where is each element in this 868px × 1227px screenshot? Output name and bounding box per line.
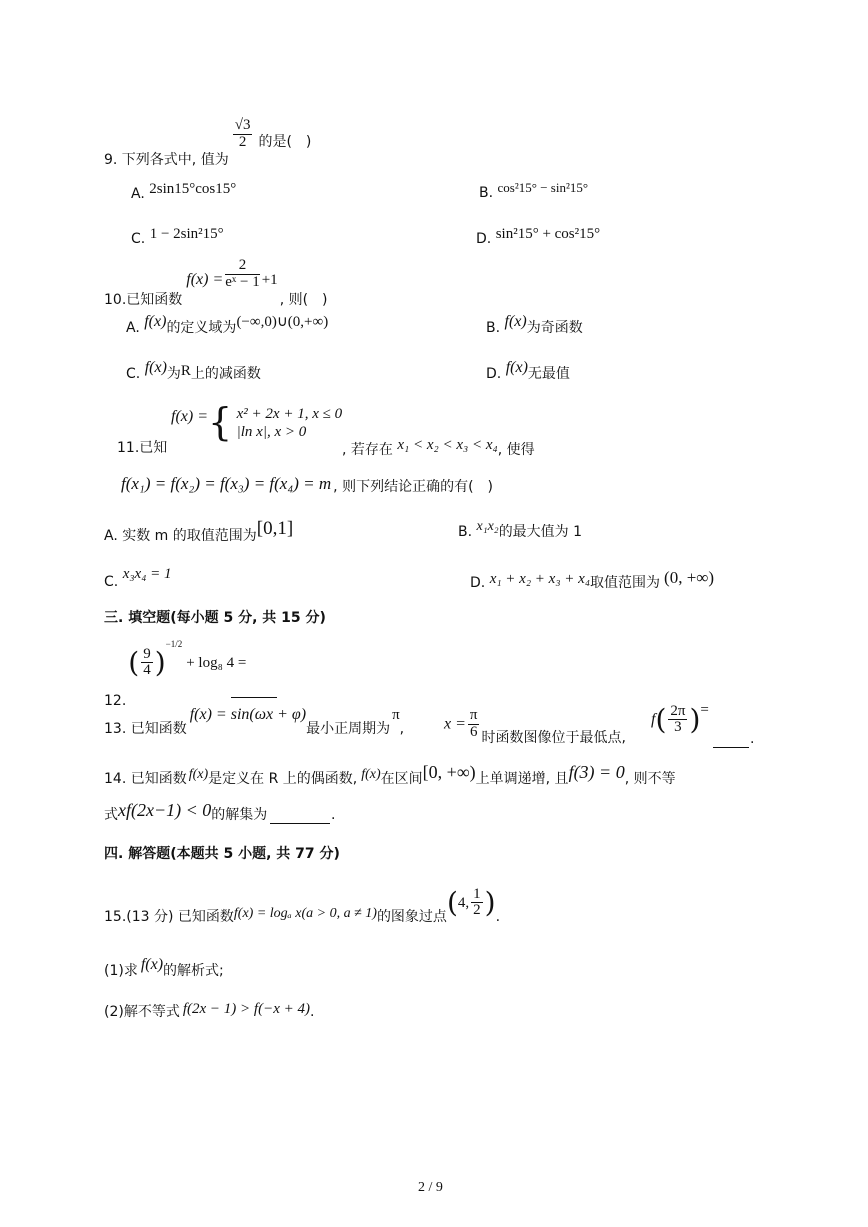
q10-option-a-label: A. xyxy=(126,320,140,336)
q11-func-lhs: f(x) = xyxy=(171,407,208,425)
q15-paren-close: ) xyxy=(484,886,496,919)
q9-option-d xyxy=(476,225,601,247)
q11-option-a-set: [0,1] xyxy=(256,518,294,539)
q10-fraction xyxy=(225,258,259,291)
q10-option-d-text: 无最值 xyxy=(527,366,570,382)
q15-sub2 xyxy=(104,1000,314,1018)
q11-option-d-text: 取值范围为 xyxy=(590,575,661,591)
q10-option-b-expr: f(x) xyxy=(504,313,527,330)
q15-func: f(x) = logₐ x(a > 0, a ≠ 1) xyxy=(233,905,377,921)
q10-option-a-text: 的定义域为 xyxy=(166,320,237,336)
q13-eq: = xyxy=(700,701,709,718)
q15-stem xyxy=(104,885,501,925)
section-3-heading: 三. 填空题(每小题 5 分, 共 15 分) xyxy=(104,610,326,626)
q11-option-c-label: C. xyxy=(104,574,119,590)
q11-option-a xyxy=(104,518,294,544)
q13-x-denominator: 6 xyxy=(469,723,478,740)
q12-answer-blank[interactable] xyxy=(231,680,277,698)
q15-end: . xyxy=(495,908,501,925)
q14-line2-end: . xyxy=(331,807,336,823)
q12 xyxy=(104,639,247,709)
q10-option-d xyxy=(486,358,570,382)
q15-sub1-a: (1)求 xyxy=(104,963,138,979)
q12-paren-close: ) xyxy=(154,646,166,679)
q10-option-b xyxy=(486,312,583,336)
q14-line1-e: , 则不等 xyxy=(624,771,676,787)
q14-line2-a: 式 xyxy=(104,807,118,823)
q9-option-b-expr: cos²15° − sin²15° xyxy=(497,180,589,195)
q13-f-value xyxy=(651,703,709,737)
q13-x-eq: x = xyxy=(444,715,466,733)
q12-base-denominator: 4 xyxy=(143,662,151,679)
q15-stem-b: 的图象过点 xyxy=(376,908,447,925)
q11-piecewise xyxy=(171,400,342,446)
q12-base-numerator: 9 xyxy=(143,645,151,662)
q13-x-fraction xyxy=(468,708,480,741)
q15-stem-a: 15.(13 分) 已知函数 xyxy=(104,908,234,925)
q12-tail: + log₈ 4 = xyxy=(186,654,247,671)
q14-line1-a: 14. 已知函数 xyxy=(104,771,187,787)
q11-stem-a: 11.已知 xyxy=(117,440,168,456)
q10-option-c-label: C. xyxy=(126,366,141,382)
q10-option-c xyxy=(126,358,261,382)
q13-stem-c: 时函数图像位于最低点, xyxy=(481,730,626,747)
q13-comma: , xyxy=(399,721,405,737)
q11-stem-c: , 使得 xyxy=(497,442,535,458)
q14-fx: f(x) xyxy=(188,767,209,782)
q11-option-c-expr: x₃x₄ = 1 xyxy=(122,566,172,582)
q11-option-d-expr: x₁ + x₂ + x₃ + x₄ xyxy=(489,571,591,587)
q9-option-a-label: A. xyxy=(131,186,145,202)
q13-f: f xyxy=(651,710,656,728)
q11-option-a-label: A. xyxy=(104,528,118,544)
q10-option-b-label: B. xyxy=(486,320,501,336)
q11-inequality: x₁ < x₂ < x₃ < x₄ xyxy=(397,437,498,453)
q10-option-b-text: 为奇函数 xyxy=(526,320,583,336)
q10-option-d-label: D. xyxy=(486,366,502,382)
q11-option-b xyxy=(458,518,583,540)
q11-brace: { xyxy=(208,400,233,444)
q10-option-c-text-a: 为 xyxy=(166,366,181,382)
q9-stem-a: 9. 下列各式中, 值为 xyxy=(104,152,229,169)
q9-value-fraction xyxy=(233,118,253,151)
q13-pi: π xyxy=(392,707,400,723)
q11-stem-b: , 若存在 xyxy=(342,442,393,458)
q10-option-a-expr: f(x) xyxy=(144,313,167,330)
q14-interval: [0, +∞) xyxy=(422,762,476,782)
q10-option-c-expr: f(x) xyxy=(144,359,167,376)
q15-point-fraction xyxy=(471,887,483,920)
q15-sub2-expr: f(2x − 1) > f(−x + 4) xyxy=(182,1001,310,1017)
q9-stem xyxy=(104,117,312,169)
q13-func: f(x) = sin(ωx + φ) xyxy=(189,706,307,723)
q13-arg-denominator: 3 xyxy=(674,719,682,736)
q9-option-d-label: D. xyxy=(476,231,492,247)
q10-stem xyxy=(104,257,328,309)
q9-option-a-expr: 2sin15°cos15° xyxy=(149,181,237,197)
q10-option-c-text-b: 上的减函数 xyxy=(190,366,261,382)
q10-option-c-r: R xyxy=(180,363,191,379)
q13-paren-close: ) xyxy=(689,703,701,736)
q15-paren-open: ( xyxy=(446,886,458,919)
q12-base-fraction xyxy=(141,647,153,680)
q10-stem-b: , 则( ) xyxy=(279,292,328,309)
q15-point-a: 4, xyxy=(457,894,470,911)
q13-paren-open: ( xyxy=(655,703,667,736)
q11-option-d-set: (0, +∞) xyxy=(664,568,715,587)
q9-option-b xyxy=(479,180,589,201)
q14-line2-b: 的解集为 xyxy=(211,807,268,823)
q13-answer-blank[interactable] xyxy=(713,730,749,748)
q11-stem-b-line xyxy=(342,436,535,458)
q11-option-b-expr: x₁x₂ xyxy=(476,519,499,534)
q10-func-tail: +1 xyxy=(261,272,278,289)
q9-value-denominator: 2 xyxy=(238,133,247,150)
q14-answer-blank[interactable] xyxy=(270,807,330,824)
q9-option-c-label: C. xyxy=(131,231,146,247)
q14-line1-c: 在区间 xyxy=(380,771,423,787)
q10-fraction-denominator: eˣ − 1 xyxy=(225,273,260,290)
q13-stem-b: 最小正周期为 xyxy=(306,721,391,737)
q10-fraction-numerator: 2 xyxy=(225,258,259,275)
q11-option-d xyxy=(470,568,715,591)
q11-option-c xyxy=(104,565,172,590)
q14-line1 xyxy=(104,762,676,787)
q14-line2 xyxy=(104,800,267,822)
q9-stem-b: 的是( ) xyxy=(258,134,312,151)
q9-option-c xyxy=(131,225,224,247)
q10-stem-a: 10.已知函数 xyxy=(104,292,183,309)
q15-point-numerator: 1 xyxy=(473,885,481,902)
q13-stem-a: 13. 已知函数 xyxy=(104,721,187,737)
q13-arg-numerator: 2π xyxy=(670,702,686,719)
q10-func-lhs: f(x) = xyxy=(186,271,224,289)
q15-sub1-b: 的解析式; xyxy=(163,963,224,979)
q10-option-a-set: (−∞,0)∪(0,+∞) xyxy=(236,314,329,330)
q9-option-b-label: B. xyxy=(479,185,494,201)
q10-option-a xyxy=(126,312,329,336)
q9-value-numerator: √3 xyxy=(234,117,251,133)
q11-equation: f(x₁) = f(x₂) = f(x₃) = f(x₄) = m xyxy=(121,474,332,493)
q12-exponent: −1/2 xyxy=(165,639,183,650)
q15-point-denominator: 2 xyxy=(473,902,481,919)
q10-option-d-expr: f(x) xyxy=(505,359,528,376)
q9-option-a xyxy=(131,180,237,202)
q13 xyxy=(104,705,405,737)
q15-sub1 xyxy=(104,955,224,979)
q11-case1: x² + 2x + 1, x ≤ 0 xyxy=(236,405,343,422)
q12-paren-open: ( xyxy=(128,646,140,679)
q13-x-condition xyxy=(444,707,626,747)
page-number: 2 / 9 xyxy=(418,1180,443,1195)
q11-option-a-text: 实数 m 的取值范围为 xyxy=(122,528,257,544)
q12-label: 12. xyxy=(104,692,127,709)
q14-line1-b: 是定义在 R 上的偶函数, xyxy=(208,771,358,787)
q11-option-b-text: 的最大值为 1 xyxy=(498,524,583,540)
section-4-heading: 四. 解答题(本题共 5 小题, 共 77 分) xyxy=(104,846,340,862)
q13-arg-fraction xyxy=(668,704,687,737)
q15-sub2-a: (2)解不等式 xyxy=(104,1004,180,1020)
q14-condition: f(3) = 0 xyxy=(568,762,625,782)
q13-end: . xyxy=(750,731,755,747)
q14-inequality: xf(2x−1) < 0 xyxy=(118,800,212,820)
q11-case2: |ln x|, x > 0 xyxy=(236,423,307,440)
q14-line1-d: 上单调递增, 且 xyxy=(475,771,569,787)
q11-option-d-label: D. xyxy=(470,575,486,591)
q15-sub2-end: . xyxy=(309,1004,315,1020)
q9-option-c-expr: 1 − 2sin²15° xyxy=(149,226,224,242)
q9-option-d-expr: sin²15° + cos²15° xyxy=(495,226,601,242)
q11-option-b-label: B. xyxy=(458,524,473,540)
q11-equation-line xyxy=(121,474,493,494)
q14-fx-2: f(x) xyxy=(361,767,381,782)
q13-x-numerator: π xyxy=(469,707,478,723)
q15-sub1-expr: f(x) xyxy=(140,956,164,973)
q11-stem-d: , 则下列结论正确的有( ) xyxy=(333,479,493,495)
